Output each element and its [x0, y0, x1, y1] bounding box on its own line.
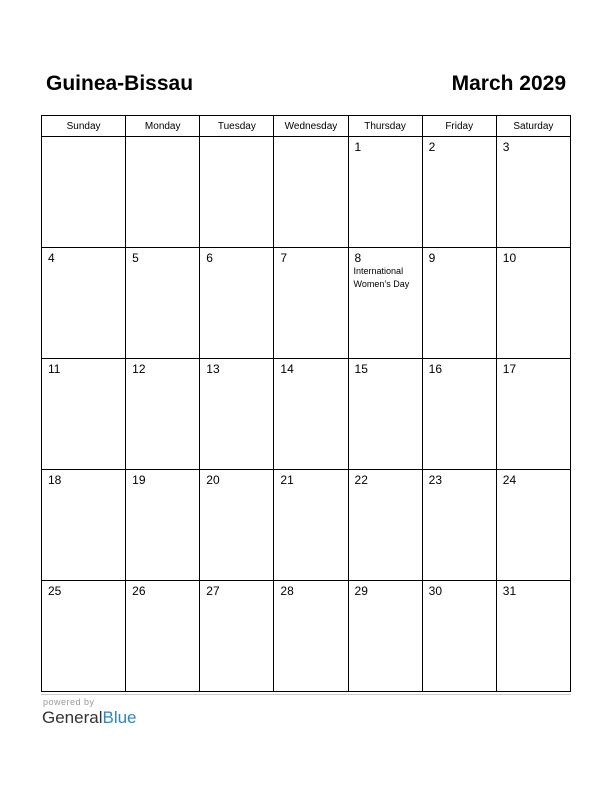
day-number: 24 [502, 473, 517, 487]
weekday-friday: Friday [422, 116, 496, 137]
brand-blue-text: Blue [102, 708, 137, 727]
day-number: 5 [132, 251, 139, 265]
day-number: 3 [502, 140, 510, 154]
day-cell [496, 137, 570, 248]
weekday-saturday: Saturday [496, 116, 570, 137]
day-cell [422, 581, 496, 692]
powered-by-text: powered by [43, 697, 95, 707]
day-cell [348, 470, 422, 581]
week-row-3 [42, 359, 571, 470]
day-cell [496, 248, 570, 359]
day-number: 31 [502, 584, 517, 598]
day-number: 27 [206, 584, 220, 598]
day-number [42, 137, 125, 140]
day-cell [42, 137, 126, 248]
day-cell [496, 470, 570, 581]
day-number: 16 [428, 362, 443, 376]
day-cell [200, 581, 274, 692]
day-number: 17 [502, 362, 517, 376]
day-cell [422, 137, 496, 248]
brand-general-text: General [42, 708, 103, 727]
day-number: 7 [280, 251, 288, 265]
day-number: 4 [48, 251, 55, 265]
day-number: 18 [48, 473, 62, 487]
day-number: 15 [354, 362, 368, 376]
day-number: 26 [132, 584, 146, 598]
day-cell [422, 248, 496, 359]
day-number: 22 [354, 473, 368, 487]
generalblue-logo[interactable] [42, 708, 137, 728]
day-number: 30 [428, 584, 443, 598]
day-cell [274, 470, 348, 581]
day-number: 12 [132, 362, 146, 376]
day-cell [126, 248, 200, 359]
weekday-thursday: Thursday [348, 116, 422, 137]
day-cell [274, 359, 348, 470]
day-cell [496, 359, 570, 470]
day-number: 14 [280, 362, 294, 376]
day-cell [126, 470, 200, 581]
day-cell [348, 137, 422, 248]
week-row-5 [42, 581, 571, 692]
day-cell [348, 248, 422, 359]
day-cell [422, 359, 496, 470]
day-cell [42, 581, 126, 692]
day-cell [126, 359, 200, 470]
day-number: 13 [206, 362, 220, 376]
day-cell [126, 137, 200, 248]
day-number: 23 [428, 473, 443, 487]
day-number: 29 [354, 584, 368, 598]
month-title: March 2029 [451, 72, 566, 95]
day-number: 1 [354, 140, 362, 154]
day-cell [42, 470, 126, 581]
day-cell [42, 248, 126, 359]
day-cell [200, 359, 274, 470]
country-title: Guinea-Bissau [46, 72, 194, 95]
day-number: 9 [428, 251, 436, 265]
day-cell [200, 137, 274, 248]
day-cell [348, 581, 422, 692]
day-cell [274, 581, 348, 692]
calendar-grid [41, 115, 571, 692]
day-number: 11 [48, 362, 61, 376]
holiday-label: International Women’s Day [353, 266, 410, 289]
day-number: 20 [206, 473, 220, 487]
week-row-4 [42, 470, 571, 581]
day-number: 25 [48, 584, 62, 598]
day-cell [348, 359, 422, 470]
day-number: 2 [428, 140, 436, 154]
day-number [274, 137, 347, 140]
weekday-monday: Monday [126, 116, 200, 137]
day-number: 28 [280, 584, 294, 598]
footer-divider [41, 694, 571, 695]
day-number: 6 [206, 251, 213, 265]
day-number [200, 137, 273, 140]
day-cell [422, 470, 496, 581]
day-cell [42, 359, 126, 470]
day-cell [274, 248, 348, 359]
day-cell [496, 581, 570, 692]
day-cell [200, 248, 274, 359]
day-number: 19 [132, 473, 146, 487]
day-cell [274, 137, 348, 248]
week-row-2 [42, 248, 571, 359]
weekday-tuesday: Tuesday [200, 116, 274, 137]
weekday-wednesday: Wednesday [274, 116, 348, 137]
day-number: 21 [280, 473, 294, 487]
day-cell [126, 581, 200, 692]
weekday-header-row [42, 116, 571, 137]
day-number: 8 [354, 251, 362, 265]
day-number: 10 [502, 251, 517, 265]
week-row-1 [42, 137, 571, 248]
day-number [126, 137, 199, 140]
day-cell [200, 470, 274, 581]
weekday-sunday: Sunday [42, 116, 126, 137]
